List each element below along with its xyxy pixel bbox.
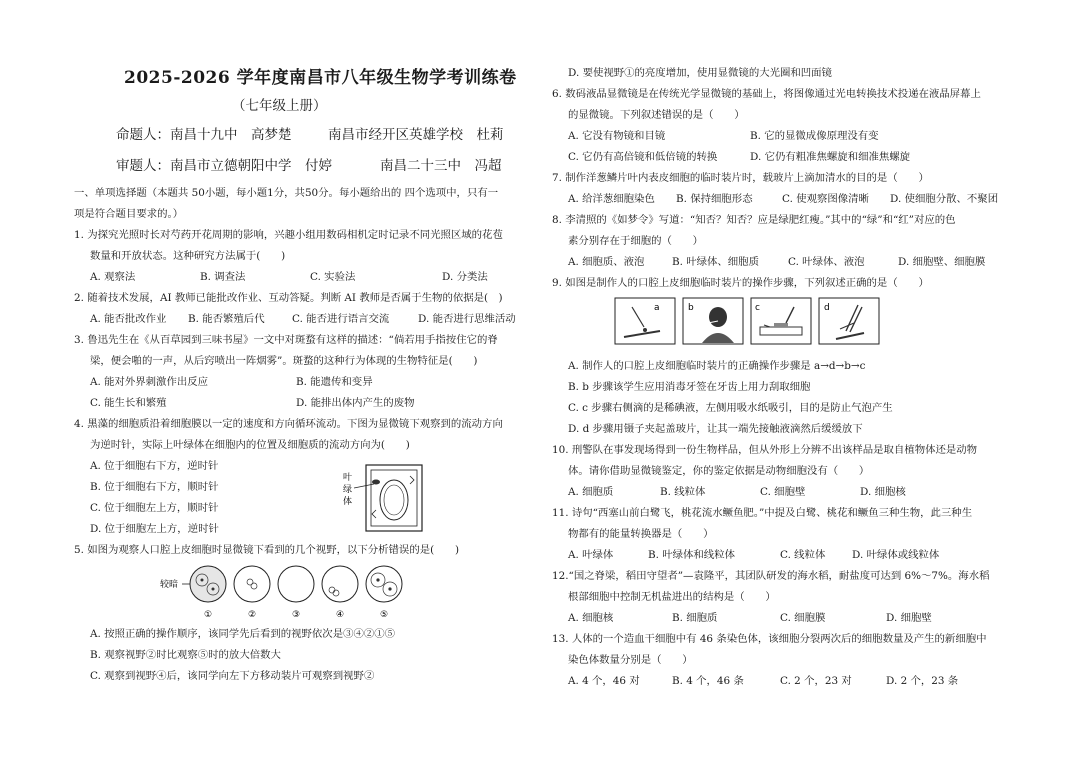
step-c-panel bbox=[751, 298, 811, 344]
view-4 bbox=[322, 566, 358, 620]
q1-option-d: D. 分类法 bbox=[442, 271, 488, 283]
question-12-cont: 根部细胞中控制无机盐进出的结构是（ ） bbox=[568, 591, 776, 603]
question-12: 12.“国之脊梁，稻田守望者”—袁隆平，其团队研发的海水稻，耐盐度可达到 6%～7%。海水稻 bbox=[552, 570, 990, 582]
q6-option-b: B. 它的显微成像原理没有变 bbox=[750, 130, 879, 142]
q7-option-b: B. 保持细胞形态 bbox=[676, 193, 753, 205]
view-5 bbox=[366, 566, 402, 620]
question-4: 4. 黑藻的细胞质沿着细胞膜以一定的速度和方向循环流动。下图为显微镜下观察到的流动方向 bbox=[74, 418, 503, 430]
exam-subtitle: （七年级上册） bbox=[232, 98, 327, 114]
q6-option-c: C. 它仍有高倍镜和低倍镜的转换 bbox=[568, 151, 718, 163]
question-13: 13. 人体的一个造血干细胞中有 46 条染色体，该细胞分裂两次后的细胞数量及产生的新细胞中 bbox=[552, 633, 987, 645]
q9-option-b: B. b 步骤该学生应用消毒牙签在牙齿上用力刮取细胞 bbox=[568, 381, 811, 393]
fig-label-ye: 叶 bbox=[343, 473, 353, 483]
q9-option-c: C. c 步骤右侧滴的是稀碘液，左侧用吸水纸吸引，目的是防止气泡产生 bbox=[568, 402, 893, 414]
q12-option-c: C. 细胞膜 bbox=[780, 612, 826, 624]
exam-title: 2025-2026 学年度南昌市八年级生物学考训练卷 bbox=[124, 68, 517, 88]
step-a-panel bbox=[615, 298, 675, 344]
section-heading: 一、单项选择题（本题共 50小题，每小题1分，共50分。每小题给出的 四个选项中，只有一 bbox=[74, 187, 499, 199]
q4-option-b: B. 位于细胞右下方，顺时针 bbox=[90, 481, 219, 493]
question-10: 10. 刑警队在事发现场得到一份生物样品，但从外形上分辨不出该样品是取自植物体还是动物 bbox=[552, 444, 978, 456]
q3-option-d: D. 能排出体内产生的废物 bbox=[296, 397, 415, 409]
view-1 bbox=[190, 566, 226, 620]
q2-option-c: C. 能否进行语言交流 bbox=[292, 313, 390, 325]
question-9: 9. 如图是制作人的口腔上皮细胞临时装片的操作步骤，下列叙述正确的是（ ） bbox=[552, 277, 929, 289]
question-3-cont: 梁，便会啪的一声，从后窍喷出一阵烟雾”。斑蝥的这种行为体现的生物特征是( ) bbox=[90, 355, 478, 367]
slide-preparation-steps-figure bbox=[614, 297, 884, 345]
q6-option-a: A. 它没有物镜和目镜 bbox=[568, 130, 666, 142]
proposer: 命题人：南昌十九中 高梦楚 bbox=[116, 127, 292, 143]
fig-label-lv: 绿 bbox=[343, 485, 353, 495]
fig-label-ti: 体 bbox=[343, 497, 353, 507]
q2-option-d: D. 能否进行思维活动 bbox=[418, 313, 516, 325]
question-10-cont: 体。请你借助显微镜鉴定，你的鉴定依据是动物细胞没有（ ） bbox=[568, 465, 870, 477]
q8-option-d: D. 细胞壁、细胞膜 bbox=[898, 256, 986, 268]
question-4-cont: 为逆时针，实际上叶绿体在细胞内的位置及细胞质的流动方向为( ) bbox=[90, 439, 410, 451]
question-1-cont: 数量和开放状态。这种研究方法属于( ) bbox=[90, 250, 286, 262]
question-8-cont: 素分别存在于细胞的（ ） bbox=[568, 235, 704, 247]
reviewer: 审题人：南昌市立德朝阳中学 付婷 bbox=[116, 158, 332, 174]
step-label-c: c bbox=[755, 303, 760, 313]
q10-option-a: A. 细胞质 bbox=[568, 486, 614, 498]
question-3: 3. 鲁迅先生在《从百草园到三味书屋》一文中对斑蝥有这样的描述：“倘若用手指按住它的脊 bbox=[74, 334, 498, 346]
q8-option-c: C. 叶绿体、液泡 bbox=[788, 256, 865, 268]
question-11-cont: 物都有的能量转换器是（ ） bbox=[568, 528, 714, 540]
step-d-panel bbox=[819, 298, 879, 344]
q13-option-d: D. 2 个，23 条 bbox=[886, 675, 959, 687]
view-label-1: ① bbox=[204, 610, 213, 620]
view-label-4: ④ bbox=[336, 610, 345, 620]
q6-option-d: D. 它仍有粗准焦螺旋和细准焦螺旋 bbox=[750, 151, 911, 163]
view-3 bbox=[278, 566, 314, 620]
step-label-b: b bbox=[688, 303, 694, 313]
q11-option-a: A. 叶绿体 bbox=[568, 549, 614, 561]
q13-option-c: C. 2 个，23 对 bbox=[780, 675, 852, 687]
q12-option-b: B. 细胞质 bbox=[672, 612, 718, 624]
question-6-cont: 的显微镜。下列叙述错误的是（ ） bbox=[568, 109, 745, 121]
step-b-panel bbox=[683, 298, 743, 344]
q11-option-b: B. 叶绿体和线粒体 bbox=[648, 549, 735, 561]
q8-option-a: A. 细胞质、液泡 bbox=[568, 256, 645, 268]
q1-option-a: A. 观察法 bbox=[90, 271, 136, 283]
question-2: 2. 随着技术发展，AI 教师已能批改作业、互动答疑。判断 AI 教师是否属于生物的依据是( ) bbox=[74, 292, 503, 304]
view-2 bbox=[234, 566, 270, 620]
q12-option-d: D. 细胞壁 bbox=[886, 612, 932, 624]
q13-option-b: B. 4 个，46 条 bbox=[672, 675, 744, 687]
q1-option-b: B. 调查法 bbox=[200, 271, 246, 283]
q10-option-c: C. 细胞壁 bbox=[760, 486, 806, 498]
q7-option-d: D. 使细胞分散、不聚团 bbox=[890, 193, 999, 205]
q3-option-b: B. 能遗传和变异 bbox=[296, 376, 373, 388]
step-label-a: a bbox=[654, 303, 660, 313]
q9-option-d: D. d 步骤用镊子夹起盖玻片，让其一端先接触液滴然后缓缓放下 bbox=[568, 423, 863, 435]
q5-option-c: C. 观察到视野④后，该同学向左下方移动装片可观察到视野② bbox=[90, 670, 375, 682]
microscope-views-figure bbox=[150, 560, 410, 622]
view-label-2: ② bbox=[248, 610, 257, 620]
q3-option-c: C. 能生长和繁殖 bbox=[90, 397, 167, 409]
question-6: 6. 数码液晶显微镜是在传统光学显微镜的基础上，将图像通过光电转换技术投递在液晶屏幕上 bbox=[552, 88, 981, 100]
q7-option-a: A. 给洋葱细胞染色 bbox=[568, 193, 655, 205]
q11-option-c: C. 线粒体 bbox=[780, 549, 826, 561]
q2-option-b: B. 能否繁殖后代 bbox=[188, 313, 265, 325]
q9-option-a: A. 制作人的口腔上皮细胞临时装片的正确操作步骤是 a→d→b→c bbox=[568, 360, 866, 372]
view-label-5: ⑤ bbox=[380, 610, 389, 620]
q4-option-a: A. 位于细胞右下方，逆时针 bbox=[90, 460, 219, 472]
proposer-2: 南昌市经开区英雄学校 杜莉 bbox=[328, 127, 504, 143]
question-13-cont: 染色体数量分别是（ ） bbox=[568, 654, 693, 666]
fig-label-dark: 较暗 bbox=[160, 580, 179, 590]
q5-option-b: B. 观察视野②时比观察⑤时的放大倍数大 bbox=[90, 649, 281, 661]
question-1: 1. 为探究光照时长对芍药开花周期的影响，兴趣小组用数码相机定时记录不同光照区域的花苞 bbox=[74, 229, 503, 241]
view-label-3: ③ bbox=[292, 610, 301, 620]
q5-option-d: D. 要使视野①的亮度增加，使用显微镜的大光圈和凹面镜 bbox=[568, 67, 832, 79]
q7-option-c: C. 使观察图像清晰 bbox=[782, 193, 869, 205]
reviewer-2: 南昌二十三中 冯超 bbox=[380, 158, 502, 174]
q10-option-b: B. 线粒体 bbox=[660, 486, 706, 498]
cell-cytoplasm-flow-figure bbox=[340, 462, 432, 536]
q3-option-a: A. 能对外界刺激作出反应 bbox=[90, 376, 209, 388]
question-7: 7. 制作洋葱鳞片叶内表皮细胞的临时装片时，载玻片上滴加清水的目的是（ ） bbox=[552, 172, 929, 184]
q10-option-d: D. 细胞核 bbox=[860, 486, 906, 498]
q8-option-b: B. 叶绿体、细胞质 bbox=[672, 256, 759, 268]
step-label-d: d bbox=[824, 303, 830, 313]
q2-option-a: A. 能否批改作业 bbox=[90, 313, 167, 325]
q13-option-a: A. 4 个，46 对 bbox=[568, 675, 640, 687]
q11-option-d: D. 叶绿体或线粒体 bbox=[852, 549, 940, 561]
q1-option-c: C. 实验法 bbox=[310, 271, 356, 283]
question-11: 11. 诗句“西塞山前白鹭飞，桃花流水鳜鱼肥。”中提及白鹭、桃花和鳜鱼三种生物，此三种生 bbox=[552, 507, 973, 519]
q5-option-a: A. 按照正确的操作顺序，该同学先后看到的视野依次是③④②①⑤ bbox=[90, 628, 396, 640]
question-5: 5. 如图为观察人口腔上皮细胞时显微镜下看到的几个视野，以下分析错误的是( ) bbox=[74, 544, 459, 556]
question-8: 8. 李清照的《如梦令》写道：“知否？知否？应是绿肥红瘦。”其中的“绿”和“红”对应的色 bbox=[552, 214, 956, 226]
section-heading-cont: 项是符合题目要求的。） bbox=[74, 208, 184, 220]
q12-option-a: A. 细胞核 bbox=[568, 612, 614, 624]
q4-option-d: D. 位于细胞左上方，逆时针 bbox=[90, 523, 219, 535]
q4-option-c: C. 位于细胞左上方，顺时针 bbox=[90, 502, 219, 514]
